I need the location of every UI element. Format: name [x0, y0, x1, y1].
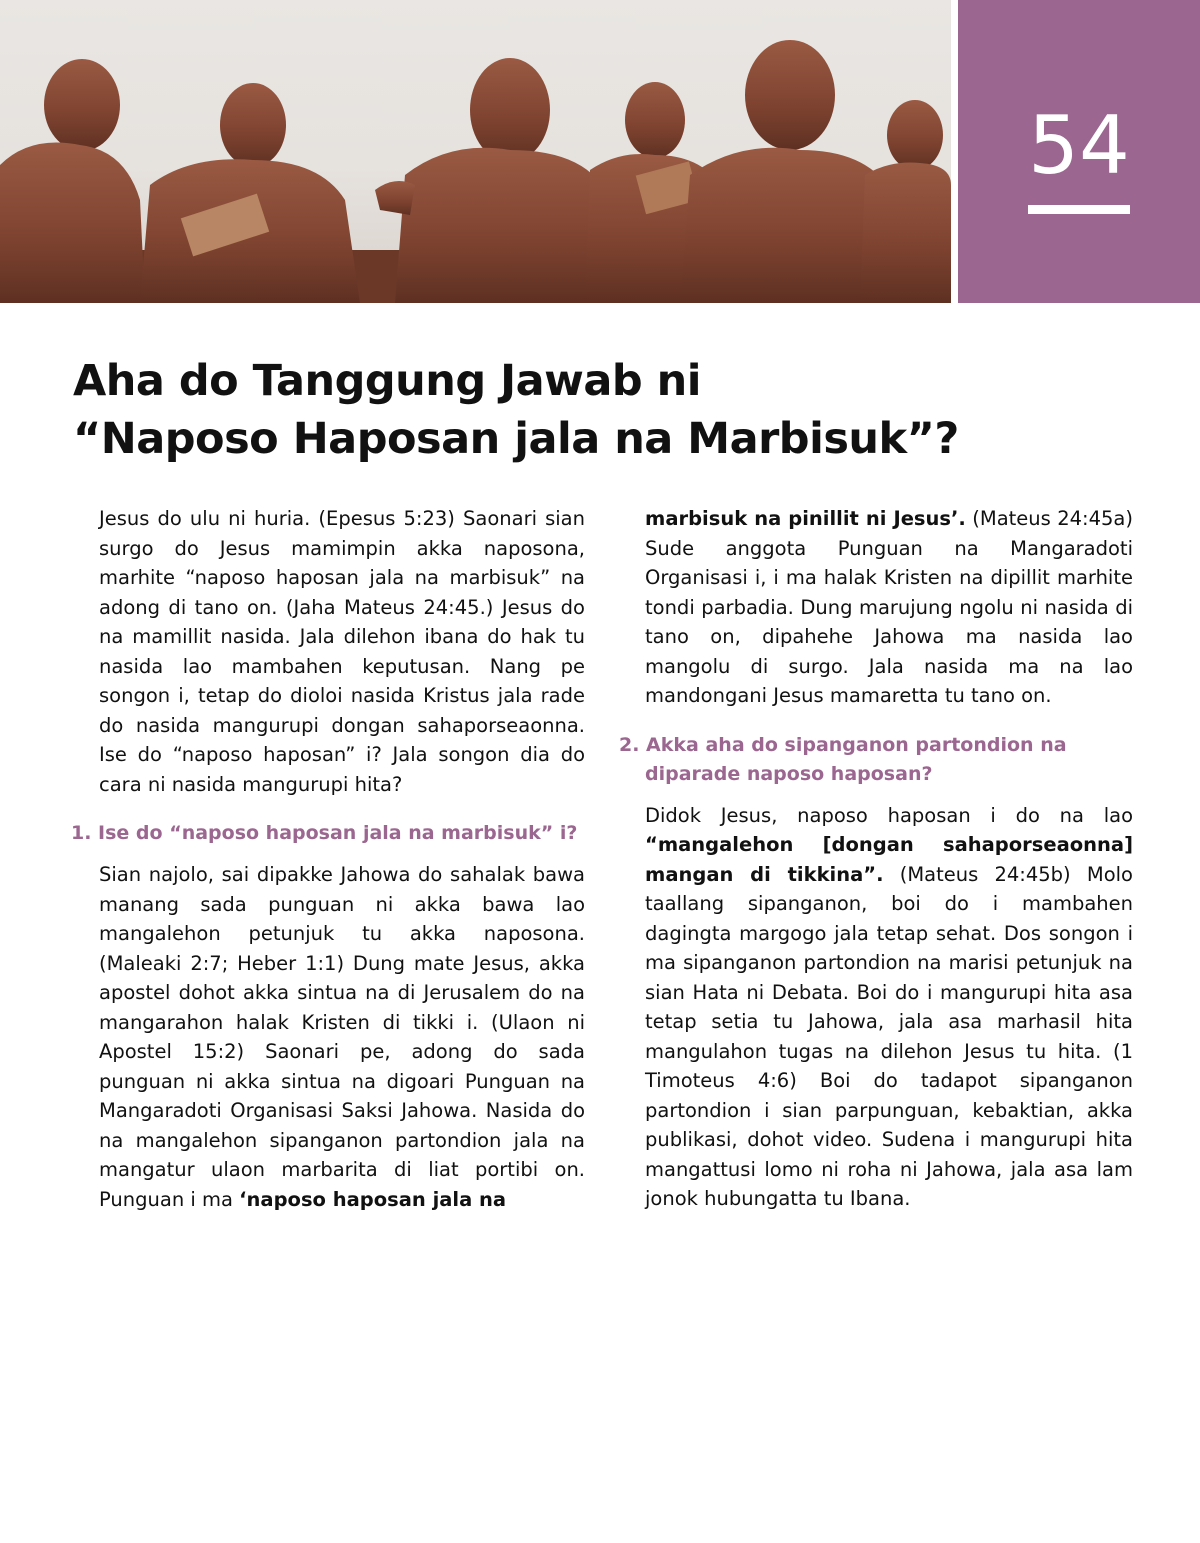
answer-2-bold-text: “mangalehon [dongan sahaporseaonna] mangan di tikkina”. [645, 833, 1133, 886]
answer-1-text-end: Sude anggota Punguan na Mangaradoti Organisasi i, i ma halak Kristen na dipillit marhite tondi parbadia. Dung marujung ngolu ni nasida di tano on, dipahehe Jahowa ma nasida lao mangolu di surgo. Jala nasida ma na lao mandongani Jesus mamaretta tu tano on. [645, 536, 1133, 707]
answer-1-citation: (Mateus 24:45a) [965, 507, 1133, 530]
question-2-heading: 2. Akka aha do sipanganon partondion na diparade naposo haposan? [619, 733, 1067, 785]
title-line-1: Aha do Tanggung Jawab ni [73, 356, 701, 406]
page-title [73, 352, 1133, 468]
answer-1-continued [645, 504, 1133, 711]
left-column [71, 504, 585, 1214]
answer-2-text-start: Didok Jesus, naposo haposan i do na lao [645, 803, 1133, 827]
answer-1-paragraph [99, 860, 585, 1214]
intro-paragraph: Jesus do ulu ni huria. (Epesus 5:23) Saonari sian surgo do Jesus mamimpin akka naposona, marhite “naposo haposan jala na marbisuk” na adong di tano on. (Jaha Mateus 24:45.) Jesus do na mamillit nasida. Jala dilehon ibana do hak tu nasida lao mambahen keputusan. Nang pe songon i, tetap do dioloi nasida Kristus jala rade do nasida mangurupi dongan sahaporseaonna. Ise do “naposo haposan” i? Jala songon dia do cara ni nasida mangurupi hita? [99, 507, 585, 796]
banner-photo [0, 0, 951, 303]
lesson-number-underline [1028, 205, 1130, 214]
lesson-number-badge [958, 0, 1200, 303]
answer-2-paragraph [645, 801, 1133, 1214]
meeting-silhouettes-image [0, 0, 951, 303]
answer-1-bold-text: marbisuk na pinillit ni Jesus’. [645, 507, 966, 530]
answer-2-text-end: (Mateus 24:45b) Molo taallang sipanganon, boi do i mambahen dagingta margogo jala tetap sehat. Dos songon i ma sipanganon partondion na marisi petunjuk na sian Hata ni Debata. Boi do i mangurupi hita asa tetap setia tu Jahowa, jala asa marhasil hita mangulahon tugas na dilehon Jesus tu hita. (1 Timoteus 4:6) Boi do tadapot sipanganon partondion i sian parpunguan, kebaktian, akka publikasi, dohot video. Sudena i mangurupi hita mangattusi lomo ni roha ni Jahowa, jala asa lam jonok hubungatta tu Ibana. [645, 862, 1133, 1210]
right-column [619, 504, 1133, 1214]
answer-1-text-start: Sian najolo, sai dipakke Jahowa do sahalak bawa manang sada punguan ni akka bawa lao mangalehon petunjuk tu akka naposona. (Maleaki 2:7; Heber 1:1) Dung mate Jesus, akka apostel dohot akka sintua na di Jerusalem do na mangarahon halak Kristen di tikki i. (Ulaon ni Apostel 15:2) Saonari pe, adong do sada punguan ni akka sintua na digoari Punguan na Mangaradoti Organisasi Saksi Jahowa. Nasida do na mangalehon sipanganon partondion jala na mangatur ulaon marbarita di liat portibi on. Punguan i ma [99, 863, 585, 1211]
title-line-2: “Naposo Haposan jala na Marbisuk”? [73, 414, 959, 464]
lesson-number: 54 [1028, 99, 1130, 192]
question-1-heading: 1. Ise do “naposo haposan jala na marbisuk” i? [71, 822, 578, 844]
answer-1-bold-start: ‘naposo haposan jala na [239, 1187, 507, 1211]
